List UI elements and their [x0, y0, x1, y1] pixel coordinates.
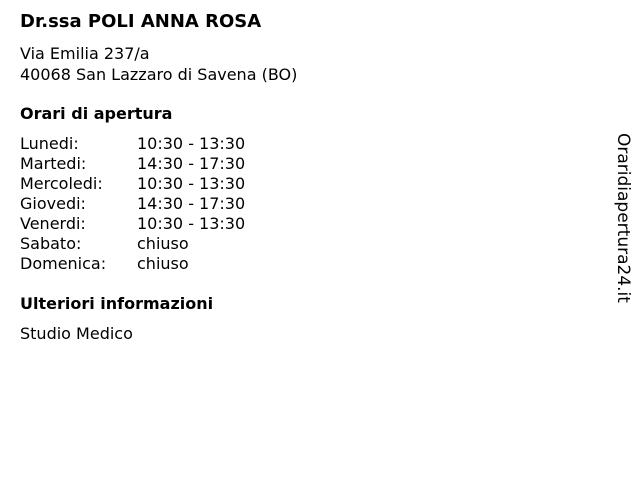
- site-watermark: Oraridiapertura24.it: [613, 133, 633, 303]
- day-hours: chiuso: [137, 234, 189, 253]
- additional-info-heading: Ulteriori informazioni: [20, 294, 214, 313]
- hours-row-saturday: [20, 234, 245, 254]
- day-hours: 10:30 - 13:30: [137, 214, 246, 233]
- address-city: 40068 San Lazzaro di Savena (BO): [20, 65, 298, 84]
- business-address: [20, 43, 297, 85]
- hours-row-tuesday: [20, 154, 245, 174]
- day-name: Sabato:: [20, 234, 82, 253]
- hours-row-friday: [20, 214, 245, 234]
- day-hours: 14:30 - 17:30: [137, 194, 246, 213]
- hours-row-wednesday: [20, 174, 245, 194]
- business-name: Dr.ssa POLI ANNA ROSA: [20, 11, 262, 32]
- day-name: Giovedi:: [20, 194, 86, 213]
- day-name: Domenica:: [20, 254, 107, 273]
- additional-info-text: Studio Medico: [20, 324, 133, 343]
- day-name: Mercoledi:: [20, 174, 103, 193]
- address-street: Via Emilia 237/a: [20, 44, 150, 63]
- opening-hours-table: [20, 134, 245, 274]
- hours-row-monday: [20, 134, 245, 154]
- day-hours: 14:30 - 17:30: [137, 154, 246, 173]
- hours-row-sunday: [20, 254, 245, 274]
- day-name: Martedi:: [20, 154, 87, 173]
- day-hours: chiuso: [137, 254, 189, 273]
- hours-row-thursday: [20, 194, 245, 214]
- opening-hours-heading: Orari di apertura: [20, 104, 173, 123]
- day-name: Lunedi:: [20, 134, 79, 153]
- day-hours: 10:30 - 13:30: [137, 134, 246, 153]
- day-hours: 10:30 - 13:30: [137, 174, 246, 193]
- day-name: Venerdi:: [20, 214, 86, 233]
